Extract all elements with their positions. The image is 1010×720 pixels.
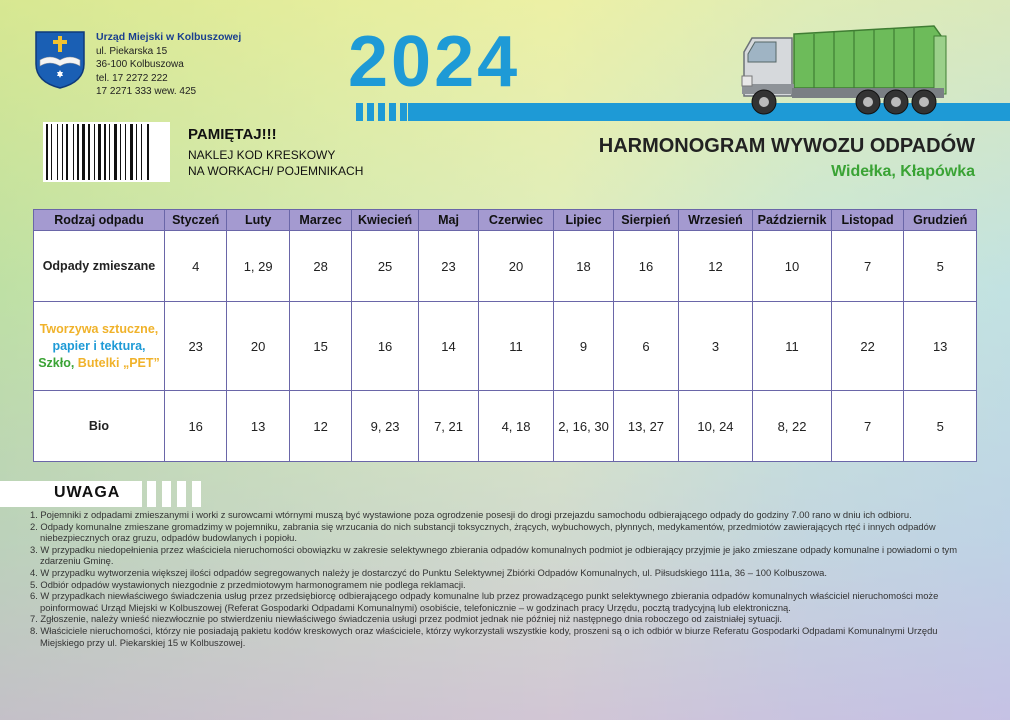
notice-item: 5. Odbiór odpadów wystawionych niezgodnie z przedmiotowym harmonogramem nie podlega reklamacji. <box>30 578 466 590</box>
remember-line: NAKLEJ KOD KRESKOWY <box>188 148 336 162</box>
office-line: ul. Piekarska 15 <box>96 45 168 57</box>
date-cell: 11 <box>479 302 554 391</box>
date-cell: 5 <box>904 391 977 462</box>
table-row <box>34 231 977 302</box>
garbage-truck-icon <box>738 22 950 120</box>
notice-item: 8. Właściciele nieruchomości, którzy nie posiadają pakietu kodów kreskowych oraz właściciele, którzy wykorzystali wszystkie kody, proszeni są o ich odbiór w biurze Referatu Gospodarki Odpadami Komunalnymi Urzędu Miejskiego przy ul. Piekarskiej 15 w Kolbuszowej. <box>30 624 938 648</box>
date-cell: 7 <box>831 391 904 462</box>
date-cell: 20 <box>479 231 554 302</box>
date-cell: 14 <box>418 302 478 391</box>
date-cell: 4 <box>164 231 226 302</box>
date-cell: 12 <box>678 231 753 302</box>
header-cell: Wrzesień <box>678 210 753 231</box>
waste-type-mixed: Odpady zmieszane <box>34 231 165 302</box>
header-cell: Rodzaj odpadu <box>34 210 165 231</box>
notice-item: 2. Odpady komunalne zmieszane gromadzimy w pojemniku, zabrania się wrzucania do nich substancji toksycznych, żrących, wybuchowych, płynnych, medykamentów, przedmiotów zawierających rtęć i innych odpadów niebezpiecznych oraz gruzu, odpadów budowlanych i popiołu. <box>30 520 936 544</box>
date-cell: 1, 29 <box>227 231 289 302</box>
header-cell: Marzec <box>289 210 351 231</box>
table-header-row <box>34 210 977 231</box>
header-cell: Maj <box>418 210 478 231</box>
notice-decor-bars <box>147 481 201 507</box>
header-cell: Sierpień <box>614 210 678 231</box>
date-cell: 12 <box>289 391 351 462</box>
label-paper: papier i tektura, <box>52 338 146 353</box>
notice-item: 4. W przypadku wytworzenia większej ilości odpadów segregowanych należy je dostarczyć do Punktu Selektywnej Zbiórki Odpadów Komunalnych, ul. Piłsudskiego 111a, 36 – 100 Kolbuszowa. <box>30 566 827 578</box>
date-cell: 9, 23 <box>352 391 418 462</box>
date-cell: 9 <box>553 302 613 391</box>
date-cell: 5 <box>904 231 977 302</box>
remember-text <box>188 147 363 179</box>
date-cell: 18 <box>553 231 613 302</box>
office-info <box>96 31 241 99</box>
date-cell: 16 <box>164 391 226 462</box>
label-pet: Butelki „PET” <box>77 355 160 370</box>
date-cell: 10, 24 <box>678 391 753 462</box>
office-line: 36-100 Kolbuszowa <box>96 59 184 71</box>
date-cell: 20 <box>227 302 289 391</box>
table-row <box>34 302 977 391</box>
date-cell: 28 <box>289 231 351 302</box>
date-cell: 23 <box>418 231 478 302</box>
notice-list <box>30 509 982 648</box>
date-cell: 10 <box>753 231 832 302</box>
date-cell: 8, 22 <box>753 391 832 462</box>
date-cell: 7, 21 <box>418 391 478 462</box>
header-cell: Luty <box>227 210 289 231</box>
schedule-table <box>33 209 977 462</box>
notice-item: 7. Zgłoszenie, należy wnieść niezwłocznie po stwierdzeniu niewłaściwego świadczenia usługi przez podmiot jednak nie później niż następnego dnia roboczego od zaistniałej sytuacji. <box>30 613 782 625</box>
date-cell: 6 <box>614 302 678 391</box>
header-cell: Styczeń <box>164 210 226 231</box>
coat-of-arms-icon <box>34 30 86 90</box>
remember-title: PAMIĘTAJ!!! <box>188 126 277 143</box>
date-cell: 13 <box>227 391 289 462</box>
notice-item: 6. W przypadkach niewłaściwego świadczenia usług przez przedsiębiorcę odbierającego odpady komunalne lub przez prowadzącego punkt selektywnego zbierania odpadów komunalnych właściciel nieruchomości może poinformować Urząd Miejski w Kolbuszowej (Referat Gospodarki Odpadami Komunalnymi) osobiście, telefonicznie – w godzinach pracy Urzędu, pocztą tradycyjną lub elektroniczną. <box>30 590 939 613</box>
date-cell: 3 <box>678 302 753 391</box>
date-cell: 13, 27 <box>614 391 678 462</box>
header-cell: Listopad <box>831 210 904 231</box>
label-glass: Szkło, <box>38 355 75 370</box>
office-line: tel. 17 2272 222 <box>96 72 168 84</box>
year-title: 2024 <box>348 22 521 102</box>
office-name: Urząd Miejski w Kolbuszowej <box>96 31 242 43</box>
notice-item: 3. W przypadku niedopełnienia przez właściciela nieruchomości obowiązku w zakresie selektywnego zbierania odpadów komunalnych podmiot je odbierający przyjmie je jako zmieszane odpady komunalne i powiadomi o tym zdarzeniu Gminę. <box>30 543 958 567</box>
notice-title: UWAGA <box>54 484 121 501</box>
header-cell: Październik <box>753 210 832 231</box>
header-cell: Czerwiec <box>479 210 554 231</box>
date-cell: 4, 18 <box>479 391 554 462</box>
table-row <box>34 391 977 462</box>
waste-type-segregated <box>34 302 165 391</box>
barcode-icon <box>43 122 170 182</box>
date-cell: 22 <box>831 302 904 391</box>
date-cell: 11 <box>753 302 832 391</box>
header-cell: Lipiec <box>553 210 613 231</box>
date-cell: 2, 16, 30 <box>553 391 613 462</box>
waste-type-bio: Bio <box>34 391 165 462</box>
schedule-title: HARMONOGRAM WYWOZU ODPADÓW <box>598 135 975 157</box>
header-cell: Grudzień <box>904 210 977 231</box>
office-line: 17 2271 333 wew. 425 <box>96 86 197 98</box>
notice-item: 1. Pojemniki z odpadami zmieszanymi i worki z surowcami wtórnymi muszą być wystawione poza ogrodzenie posesji do drogi przejazdu samochodu odbierającego odpady do godziny 7.00 rano w dniu ich odbioru. <box>30 509 912 520</box>
schedule-subtitle: Widełka, Kłapówka <box>831 163 975 180</box>
date-cell: 16 <box>352 302 418 391</box>
header-cell: Kwiecień <box>352 210 418 231</box>
date-cell: 23 <box>164 302 226 391</box>
date-cell: 25 <box>352 231 418 302</box>
date-cell: 15 <box>289 302 351 391</box>
remember-line: NA WORKACH/ POJEMNIKACH <box>188 164 364 178</box>
date-cell: 7 <box>831 231 904 302</box>
label-plastic: Tworzywa sztuczne, <box>39 321 159 336</box>
date-cell: 13 <box>904 302 977 391</box>
date-cell: 16 <box>614 231 678 302</box>
